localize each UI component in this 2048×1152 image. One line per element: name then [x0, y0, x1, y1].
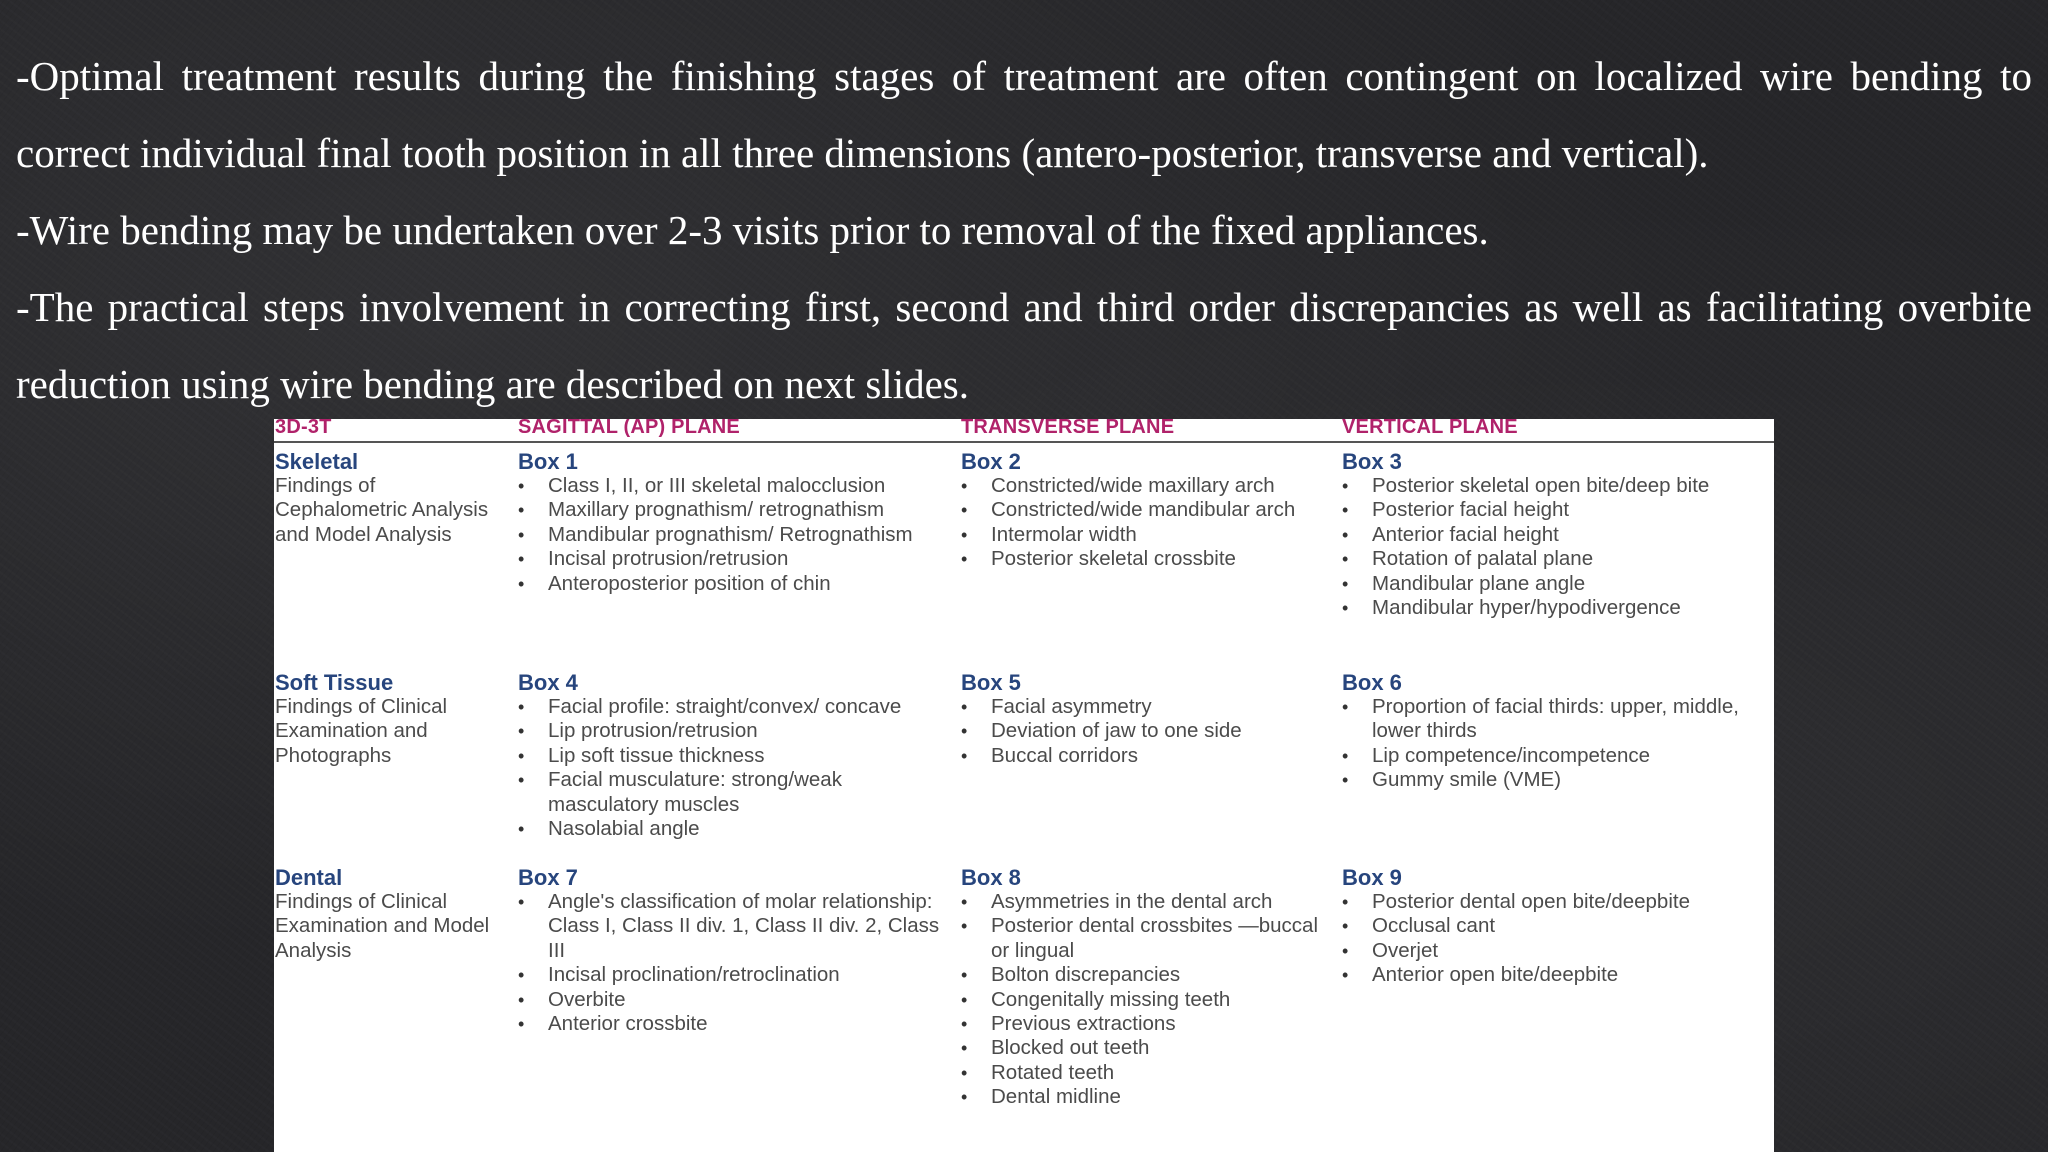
slide-text	[16, 38, 2032, 423]
paragraph-practical-steps: -The practical steps involvement in correcting first, second and third order discrepancies as well as facilitating overbite reduction using wire bending are described on next slides.	[16, 284, 2032, 407]
list-item: • Posterior skeletal crossbite	[961, 547, 1331, 571]
list-item: • Overbite	[518, 988, 948, 1012]
box-list	[961, 474, 1331, 572]
list-item: • Dental midline	[961, 1085, 1331, 1109]
box-title: Box 5	[961, 670, 1021, 695]
box-title: Box 1	[518, 449, 578, 474]
category-title: Soft Tissue	[275, 670, 394, 695]
list-item: • Buccal corridors	[961, 744, 1331, 768]
list-item: • Rotated teeth	[961, 1061, 1331, 1085]
list-item: • Constricted/wide maxillary arch	[961, 474, 1331, 498]
list-item: • Previous extractions	[961, 1012, 1331, 1036]
box-title: Box 4	[518, 670, 578, 695]
header-3d-3t: 3D-3T	[275, 419, 332, 438]
box-title: Box 2	[961, 449, 1021, 474]
category-description: Findings of Cephalometric Analysis and Model Analysis	[275, 474, 489, 546]
box-list	[961, 890, 1331, 1110]
box-4	[518, 670, 948, 841]
list-item: • Lip protrusion/retrusion	[518, 719, 948, 743]
list-item: • Angle's classification of molar relationship: Class I, Class II div. 1, Class II div. 2, Class III	[518, 890, 948, 963]
box-title: Box 3	[1342, 449, 1402, 474]
list-item: • Nasolabial angle	[518, 817, 948, 841]
box-title: Box 8	[961, 865, 1021, 890]
category-description: Findings of Clinical Examination and Photographs	[275, 695, 448, 767]
category-title: Skeletal	[275, 449, 359, 474]
list-item: • Deviation of jaw to one side	[961, 719, 1331, 743]
list-item: • Constricted/wide mandibular arch	[961, 498, 1331, 522]
list-item: • Facial asymmetry	[961, 695, 1331, 719]
box-list	[1342, 890, 1774, 988]
list-item: • Mandibular prognathism/ Retrognathism	[518, 523, 948, 547]
list-item: • Anterior facial height	[1342, 523, 1774, 547]
list-item: • Anteroposterior position of chin	[518, 572, 948, 596]
category-title: Dental	[275, 865, 343, 890]
box-list	[518, 474, 948, 596]
list-item: • Lip soft tissue thickness	[518, 744, 948, 768]
list-item: • Posterior dental crossbites —buccal or lingual	[961, 914, 1331, 963]
list-item: • Posterior skeletal open bite/deep bite	[1342, 474, 1774, 498]
list-item: • Congenitally missing teeth	[961, 988, 1331, 1012]
box-title: Box 7	[518, 865, 578, 890]
header-vertical-plane: VERTICAL PLANE	[1342, 419, 1518, 438]
list-item: • Occlusal cant	[1342, 914, 1774, 938]
list-item: • Incisal proclination/retroclination	[518, 963, 948, 987]
list-item: • Incisal protrusion/retrusion	[518, 547, 948, 571]
list-item: • Posterior dental open bite/deepbite	[1342, 890, 1774, 914]
row-skeletal-label	[275, 449, 513, 547]
paragraph-optimal-results: -Optimal treatment results during the finishing stages of treatment are often contingent on localized wire bending to correct individual final tooth position in all three dimensions (antero-posterior, transverse and vertical).	[16, 53, 2032, 176]
row-soft-tissue-label	[275, 670, 513, 768]
list-item: • Maxillary prognathism/ retrognathism	[518, 498, 948, 522]
header-sagittal-plane: SAGITTAL (AP) PLANE	[518, 419, 740, 438]
paragraph-wire-bending-visits: -Wire bending may be undertaken over 2-3 visits prior to removal of the fixed appliances.	[16, 207, 1489, 253]
list-item: • Facial profile: straight/convex/ concave	[518, 695, 948, 719]
box-list	[518, 890, 948, 1036]
box-9	[1342, 865, 1774, 988]
box-1	[518, 449, 948, 596]
list-item: • Intermolar width	[961, 523, 1331, 547]
box-title: Box 6	[1342, 670, 1402, 695]
list-item: • Anterior crossbite	[518, 1012, 948, 1036]
list-item: • Gummy smile (VME)	[1342, 768, 1774, 792]
list-item: • Mandibular hyper/hypodivergence	[1342, 596, 1774, 620]
list-item: • Class I, II, or III skeletal malocclusion	[518, 474, 948, 498]
category-description: Findings of Clinical Examination and Model Analysis	[275, 890, 490, 962]
box-list	[1342, 474, 1774, 620]
list-item: • Bolton discrepancies	[961, 963, 1331, 987]
box-title: Box 9	[1342, 865, 1402, 890]
box-list	[961, 695, 1331, 768]
box-2	[961, 449, 1331, 572]
list-item: • Facial musculature: strong/weak masculatory muscles	[518, 768, 948, 817]
table-header	[274, 419, 1774, 443]
box-8	[961, 865, 1331, 1110]
header-transverse-plane: TRANSVERSE PLANE	[961, 419, 1175, 438]
list-item: • Anterior open bite/deepbite	[1342, 963, 1774, 987]
list-item: • Mandibular plane angle	[1342, 572, 1774, 596]
list-item: • Posterior facial height	[1342, 498, 1774, 522]
list-item: • Overjet	[1342, 939, 1774, 963]
diagnosis-table	[274, 419, 1774, 1152]
box-list	[1342, 695, 1774, 793]
row-dental-label	[275, 865, 513, 963]
list-item: • Rotation of palatal plane	[1342, 547, 1774, 571]
box-5	[961, 670, 1331, 768]
list-item: • Asymmetries in the dental arch	[961, 890, 1331, 914]
list-item: • Lip competence/incompetence	[1342, 744, 1774, 768]
list-item: • Blocked out teeth	[961, 1036, 1331, 1060]
list-item: • Proportion of facial thirds: upper, middle, lower thirds	[1342, 695, 1774, 744]
box-list	[518, 695, 948, 841]
box-7	[518, 865, 948, 1036]
box-3	[1342, 449, 1774, 620]
box-6	[1342, 670, 1774, 793]
